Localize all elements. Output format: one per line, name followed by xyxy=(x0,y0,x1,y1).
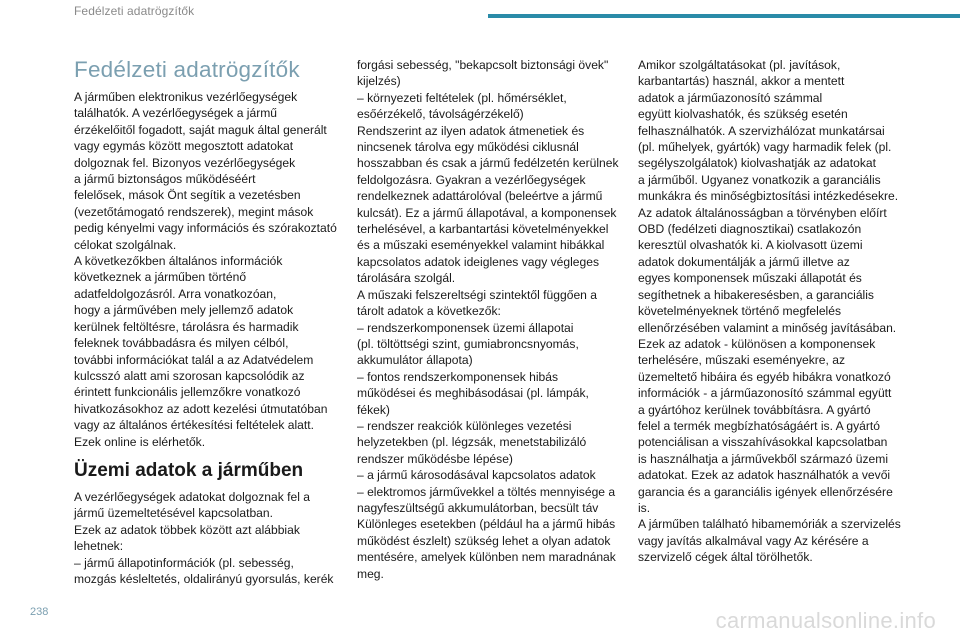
column-1 xyxy=(74,57,348,587)
intro-paragraph: A járműben elektronikus vezérlőegységek találhatók. A vezérlőegységek a jármű érzékelőitől fogadott, saját maguk által generált vagy egymás között megosztott adatokat dolgoznak fel. Bizonyos vezérlőegységek a jármű biztonságos működéséért felelősek, mások Önt segítik a vezetésben (vezetőtámogató rendszerek), megint mások pedig kényelmi vagy információs és szórakoztató célokat szolgálnak. A következőkben általános információk következnek a járműben történő adatfeldolgozásról. Arra vonatkozóan, hogy a járművében mely jellemző adatok kerülnek feltöltésre, tárolásra és harmadik feleknek továbbadásra és milyen célból, további információkat talál a az Adatvédelem kulcsszó alatt ami szorosan kapcsolódik az érintett funkcionális jellemzőkre vonatkozó hivatkozásokhoz az adott kezelési útmutatóban vagy az általános értékesítési feltételek alatt. Ezek online is elérhetők. xyxy=(74,90,337,449)
page-title: Fedélzeti adatrögzítők xyxy=(74,57,300,82)
section-paragraph: A vezérlőegységek adatokat dolgoznak fel a jármű üzemeltetésével kapcsolatban. Ezek az adatok többek között azt alábbiak lehetnek: – jármű állapotinformációk (pl. sebesség, mozgás késleltetés, oldalirányú gyorsulás, kerék xyxy=(74,489,334,586)
column-3-text: Amikor szolgáltatásokat (pl. javítások, karbantartás) használ, akkor a mentett adatok a járműazonosító számmal együtt kiolvashatók, és szükség esetén felhasználhatók. A szervizhálózat munkatársai (pl. műhelyek, gyártók) vagy harmadik felek (pl. segélyszolgálatok) kiolvashatják az adatokat a járműből. Ugyanez vonatkozik a garanciális munkákra és minőségbiztosítási intézkedésekre. Az adatok általánosságban a törvényben előírt OBD (fedélzeti diagnosztikai) csatlakozón keresztül olvashatók ki. A kiolvasott üzemi adatok dokumentálják a jármű illetve az egyes komponensek műszaki állapotát és segíthetnek a hibakeresésben, a garanciális követelményeknek történő megfelelés ellenőrzésében valamint a minőség javításában. Ezek az adatok - különösen a komponensek terhelésére, műszaki eseményekre, az üzemeltető hibáira és egyéb hibákra vonatkozó információk - a járműazonosító számmal együtt a gyártóhoz kerülnek továbbításra. A gyártó felel a termék megbízhatóságáért is. A gyártó potenciálisan a visszahívásokkal kapcsolatban is használhatja a járművekből származó üzemi adatokat. Ezek az adatok használhatók a vevői garancia és a garanciális igények ellenőrzésére is. A járműben található hibamemóriák a szervizelés vagy javítás alkalmával vagy Az kérésére a szervizelő cégek által törölhetők. xyxy=(638,58,901,565)
column-3 xyxy=(638,57,912,566)
watermark: carmanualsonline.info xyxy=(715,608,936,633)
header-title: Fedélzeti adatrögzítők xyxy=(74,4,195,18)
header-accent-bar xyxy=(488,14,960,18)
section-heading: Üzemi adatok a járműben xyxy=(74,459,304,481)
column-2-text: forgási sebesség, "bekapcsolt biztonsági övek" kijelzés) – környezeti feltételek (pl. hőmérséklet, esőérzékelő, távolságérzékelő) Rendszerint az ilyen adatok átmenetiek és nincsenek tárolva egy működési ciklusnál hosszabban és csak a jármű fedélzetén kerülnek feldolgozásra. Gyakran a vezérlőegységek rendelkeznek adattárolóval (beleértve a jármű kulcsát). Ez a jármű állapotával, a komponensek terhelésével, a karbantartási követelményekkel és a műszaki eseményekkel valamint hibákkal kapcsolatos adatok ideiglenes vagy végleges tárolására szolgál. A műszaki felszereltségi szintektől függően a tárolt adatok a következők: – rendszerkomponensek üzemi állapotai (pl. töltöttségi szint, gumiabroncsnyomás, akkumulátor állapota) – fontos rendszerkomponensek hibás működései és meghibásodásai (pl. lámpák, fékek) – rendszer reakciók különleges vezetési helyzetekben (pl. légzsák, menetstabilizáló rendszer működésbe lépése) – a jármű károsodásával kapcsolatos adatok – elektromos járművekkel a töltés mennyisége a nagyfeszültségű akkumulátorban, becsült táv Különleges esetekben (például ha a jármű hibás működést észlelt) szükség lehet a olyan adatok mentésére, amelyek különben nem maradnának meg. xyxy=(357,58,619,581)
page-number: 238 xyxy=(30,606,49,618)
column-2 xyxy=(357,57,631,582)
